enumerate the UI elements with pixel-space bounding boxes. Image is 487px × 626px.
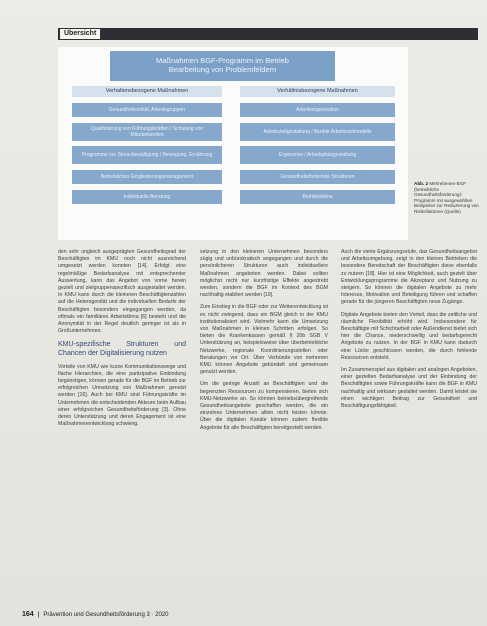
- right-box-1: Arbeitsorganisation: [240, 103, 395, 117]
- text-column-2: [200, 249, 328, 437]
- column1-paragraph2: Vorteile von KMU wie kurze Kommunikationswege und flache Hierarchien, die eine partizipative Einbindung begünstigen, können gerade für die BGF im Betrieb zur erfolgreichen Umsetzung von Maßnahmen genutzt werden [16]. Auch bei KMU sind Führungskräfte im Unternehmen die entscheidenden Akteure beim Aufbau einer erfolgreichen Gesundheitsförderung [3]. Ohne deren Unterstützung und deren Engagement ist eine Maßnahmenentwicklung schwierig.: [58, 363, 186, 428]
- column2-paragraph2: Zum Einstieg in die BGF oder zur Weiterentwicklung ist es nicht zwingend, dass ein BGM gleich in der KMU institutionalisiert wird. Vielmehr kann die Umsetzung von Maßnahmen in kleinen Schritten erfolgen. So bieten die Krankenkassen gemäß § 20b SGB V Unterstützung an, beispielsweise über überbetriebliche Netzwerke, regionale Koordinierungsstellen oder Beratungen vor Ort. Über Verbünde von mehreren KMU können Angebote gebündelt und gemeinsam genutzt werden.: [200, 304, 328, 376]
- left-box-5: Individuelle Beratung: [72, 190, 222, 204]
- page-number: 164: [22, 611, 34, 618]
- column3-paragraph1: Auch die vierte Ergänzungsstufe, das Gesundheitsangebot und Arbeitsumgebung, zeigt in den kleinen Betrieben die besondere Bereitschaft der Beschäftigten diese ebenfalls zu nutzen [18]. Hier ist eine Möglichkeit, auch gezielt über Entwicklungsprogramme die Akzeptanz und Nutzung zu steigern. So können die digitalen Angebote zu mehr Interesse, Motivation und Beteiligung führen und schaffen gerade für die jüngeren Beschäftigten neue Zugänge.: [341, 249, 477, 306]
- left-column-title: Verhaltensbezogene Maßnahmen: [72, 86, 222, 97]
- column3-paragraph3: Im Zusammenspiel aus digitalen und analogen Angeboten, einer gezielten Bedarfsanalyse und der Einbindung der Beschäftigten sowie Führungskräfte kann die BGF in KMU nachhaltig und wirksam gestaltet werden. Damit leistet sie einen wichtigen Beitrag zur Gesundheit und Beschäftigungsfähigkeit.: [341, 367, 477, 410]
- figure-caption: [414, 181, 480, 215]
- left-box-2: Qualifizierung von Führungskräften / Schulung von Mitarbeitenden: [72, 123, 222, 141]
- caption-label: Abb. 2: [414, 181, 429, 186]
- column2-paragraph1: setzung in den kleineren Unternehmen besonders zügig und unbürokratisch angegangen und durch die persönlicheren Strukturen auch individuellere Maßnahmen angeboten werden. Dabei sollten möglichst nicht nur kurzfristige Effekte angestrebt werden, sondern die BGF im Kontext des BGM nachhaltig etabliert werden [19].: [200, 249, 328, 299]
- left-box-4: Betriebliches Eingliederungsmanagement: [72, 170, 222, 184]
- page-footer: [22, 610, 168, 620]
- caption-text: Mehrebenen-BGF (betriebliche Gesundheitsförderung)-Programm mit ausgewählten Beispielen zur Reduzierung von Risikofaktoren (Quelle): [414, 181, 479, 214]
- right-box-3: Ergonomie / Arbeitsplatzgestaltung: [240, 146, 395, 164]
- section-heading: KMU-spezifische Strukturen und Chancen der Digitalisierung nutzen: [58, 341, 186, 358]
- right-column-title: Verhältnisbezogene Maßnahmen: [240, 86, 395, 97]
- text-column-3: [341, 249, 477, 415]
- right-box-4: Gesundheitsfördernde Strukturen: [240, 170, 395, 184]
- figure-title-line2: Bearbeitung von Problemfeldern: [168, 65, 277, 74]
- right-box-5: Betriebsklima: [240, 190, 395, 204]
- text-column-1: [58, 249, 186, 433]
- left-box-3: Programme zur Stressbewältigung / Bewegung, Ernährung: [72, 146, 222, 164]
- column2-paragraph3: Um die geringe Anzahl an Beschäftigten und die begrenzten Ressourcen zu kompensieren, bieten sich KMU-Netzwerke an. So können betriebsübergreifende Gesundheitsangebote geschaffen werden, die ein einzelnes Unternehmen allein nicht leisten könnte. Über die digitalen Kanäle können zudem flexible Angebote für alle Beschäftigten bereitgestellt werden.: [200, 381, 328, 431]
- right-box-2: Arbeitszeitgestaltung / flexible Arbeitszeitmodelle: [240, 123, 395, 141]
- journal-name: Prävention und Gesundheitsförderung 3 · 2020: [43, 612, 169, 618]
- figure-title-line1: Maßnahmen BGF-Programm im Betrieb: [156, 56, 289, 65]
- left-box-1: Gesundheitszirkel, Arbeitsgruppen: [72, 103, 222, 117]
- column1-paragraph1: den sehr ungleich ausgeprägten Gesundheitsgrad der Beschäftigten im KMU noch nicht ausreichend umgesetzt werden konnten [14]. Erfolgt eine regelmäßige Bedarfsanalyse mit entsprechender Auswertung, kann das Angebot von vorne herein gezielt und zielgruppenspezifisch ausgestaltet werden. In KMU kann durch die kleineren Beschäftigtenzahlen auf die Heterogenität und die individuellen Bedarfe der Beschäftigten besonders eingegangen werden, da oftmals ein familiäres Arbeitsklima [6] besteht und die Anonymität in der Regel deutlich geringer ist als in Großunternehmen.: [58, 249, 186, 335]
- section-header-bar: [58, 28, 478, 40]
- column3-paragraph2: Digitale Angebote bieten den Vorteil, dass die zeitliche und räumliche Flexibilität erhöht wird. Insbesondere für Beschäftigte mit Schichtarbeit oder Außendienst bietet sich hier die Chance, niederschwellig und bedarfsgerecht Angebote zu nutzen. In der BGF in KMU kann dadurch eine Lücke geschlossen werden, die durch fehlende Ressourcen entsteht.: [341, 311, 477, 361]
- footer-divider: |: [37, 612, 40, 618]
- figure-title: [110, 51, 335, 81]
- section-title: Übersicht: [60, 29, 100, 39]
